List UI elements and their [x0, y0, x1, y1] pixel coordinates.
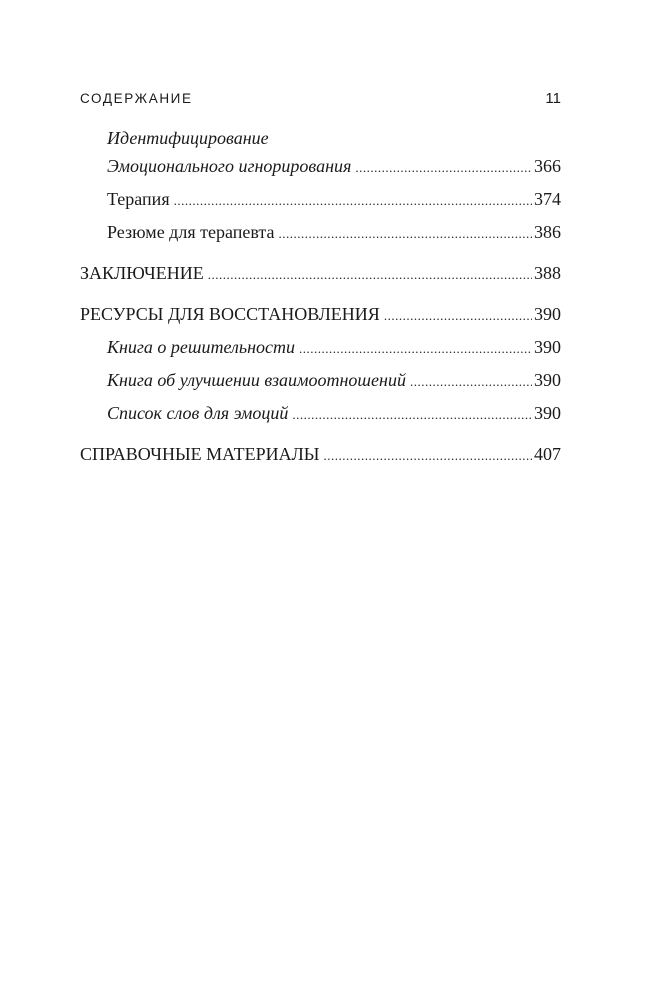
running-header-title: СОДЕРЖАНИЕ: [80, 91, 193, 106]
toc-entry-page: 366: [534, 156, 561, 176]
running-header: [80, 90, 561, 112]
dot-leader: [384, 308, 532, 324]
toc-entry-page: 390: [534, 337, 561, 357]
toc-entry[interactable]: [80, 444, 561, 477]
dot-leader: [278, 226, 532, 242]
toc-entry-label: Книга об улучшении взаимоотношений: [107, 370, 406, 390]
toc-entry-page: 390: [534, 304, 561, 324]
toc-entry[interactable]: [80, 403, 561, 436]
toc-entry-label: Терапия: [107, 189, 170, 209]
page-number: 11: [545, 90, 561, 107]
dot-leader: [174, 193, 532, 209]
toc-entry[interactable]: [80, 189, 561, 222]
dot-leader: [323, 448, 532, 464]
toc-entry-page: 407: [534, 444, 561, 464]
toc-entry-label: Книга о решительности: [107, 337, 295, 357]
toc-entry-label: РЕСУРСЫ ДЛЯ ВОССТАНОВЛЕНИЯ: [80, 304, 380, 324]
toc-entry-page: 390: [534, 403, 561, 423]
toc-entry-label: Эмоционального игнорирования: [107, 156, 352, 176]
toc-entry-page: 374: [534, 189, 561, 209]
toc-entry-label: СПРАВОЧНЫЕ МАТЕРИАЛЫ: [80, 444, 320, 464]
dot-leader: [355, 160, 532, 176]
toc-entry-label-first-line: Идентифицирование: [107, 128, 269, 148]
toc-entry-label: Резюме для терапевта: [107, 222, 275, 242]
table-of-contents: [80, 128, 561, 477]
dot-leader: [410, 374, 532, 390]
dot-leader: [292, 407, 532, 423]
toc-entry-page: 386: [534, 222, 561, 242]
toc-entry[interactable]: [80, 337, 561, 370]
toc-entry[interactable]: [80, 263, 561, 296]
toc-entry-label: Список слов для эмоций: [107, 403, 289, 423]
toc-entry-page: 390: [534, 370, 561, 390]
toc-entry[interactable]: [80, 156, 561, 189]
toc-entry-label: ЗАКЛЮЧЕНИЕ: [80, 263, 204, 283]
toc-entry[interactable]: [80, 222, 561, 255]
dot-leader: [299, 341, 532, 357]
toc-entry[interactable]: [80, 370, 561, 403]
dot-leader: [208, 267, 532, 283]
toc-entry-line: [80, 128, 561, 156]
toc-entry[interactable]: [80, 304, 561, 337]
toc-entry-page: 388: [534, 263, 561, 283]
